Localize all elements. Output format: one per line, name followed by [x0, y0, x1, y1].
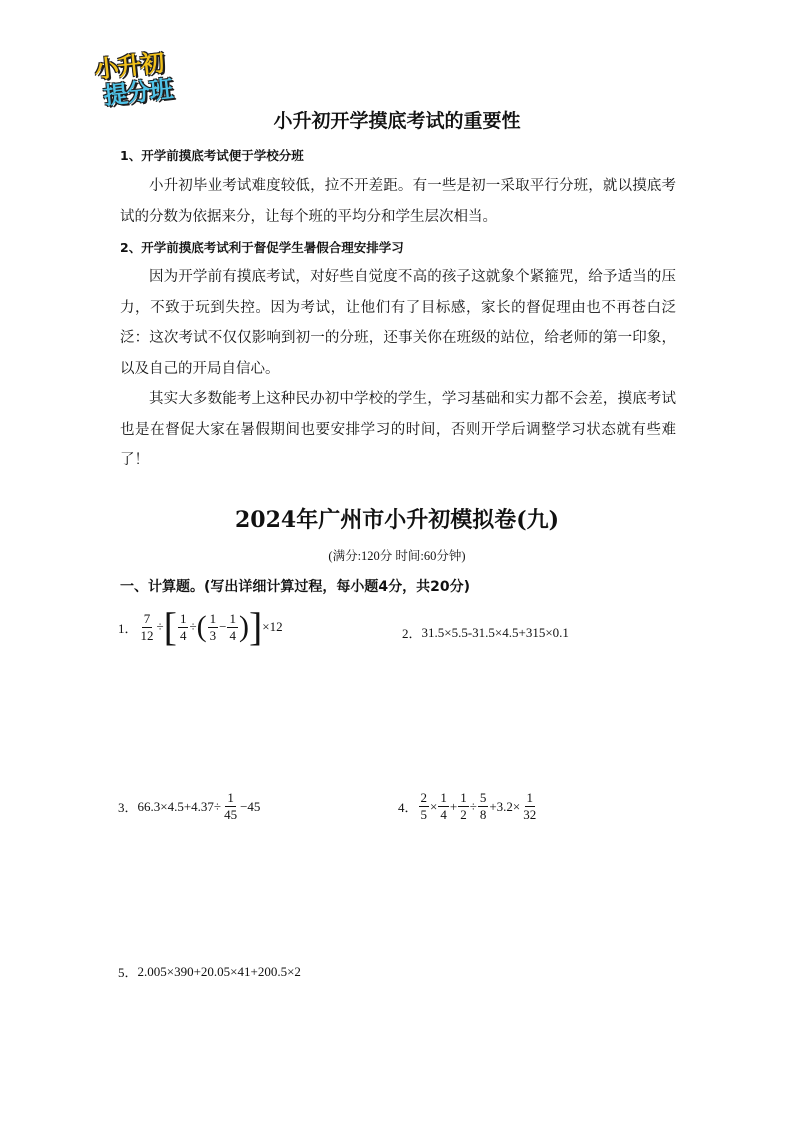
operator: ÷: [469, 798, 477, 814]
operator: −: [219, 619, 227, 634]
numerator: 1: [440, 790, 447, 805]
left-bracket: [: [163, 604, 177, 649]
problem-1-label: 1．: [118, 620, 138, 636]
denominator: 4: [440, 807, 447, 822]
fraction: [478, 790, 489, 823]
problem-3-expression: 66.3×4.5+4.37÷: [137, 798, 222, 814]
fraction: [438, 790, 449, 823]
problem-5-label: 5．: [118, 965, 138, 980]
problem-4: [398, 790, 539, 823]
operator-tail: ×12: [262, 619, 283, 634]
numerator: 1: [179, 610, 187, 626]
fraction: [419, 790, 430, 823]
numerator: 1: [229, 610, 236, 626]
denominator: 8: [479, 807, 487, 822]
exam-subtitle: (满分:120分 时间:60分钟): [328, 549, 466, 563]
problem-2-label: 2．: [402, 626, 422, 641]
section1-heading: 1、开学前摸底考试便于学校分班: [120, 148, 304, 163]
problem-5-expression: 2.005×390+20.05×41+200.5×2: [137, 963, 301, 979]
problem-4-label: 4．: [398, 800, 418, 815]
numerator: 1: [209, 610, 217, 626]
right-paren: ): [238, 610, 249, 643]
section2-text2: 其实大多数能考上这种民办初中学校的学生，学习基础和实力都不会差，摸底考试也是在督促大家在暑假期间也要安排学习的时间，否则开学后调整学习状态就有些难了！: [120, 391, 676, 468]
denominator: 5: [420, 807, 428, 822]
problem-3: [118, 790, 260, 823]
numerator: 1: [460, 790, 467, 805]
denominator: 3: [209, 627, 217, 643]
left-paren: (: [196, 610, 207, 643]
numerator: 1: [526, 790, 534, 805]
denominator: 4: [179, 627, 187, 643]
problem-3-label: 3．: [118, 800, 138, 815]
denominator: 45: [224, 807, 238, 822]
section1-text: 小升初毕业考试难度较低，拉不开差距。有一些是初一采取平行分班，就以摸底考试的分数为依据来分，让每个班的平均分和学生层次相当。: [120, 178, 676, 225]
fraction: [208, 611, 219, 644]
operator: +: [449, 798, 458, 814]
fraction: [178, 611, 189, 644]
fraction: [227, 611, 238, 644]
denominator: 32: [523, 807, 537, 822]
operator: ×: [430, 798, 438, 814]
numerator: 2: [420, 790, 428, 805]
section1-paragraph: [120, 171, 676, 232]
section2-text1: 因为开学前有摸底考试，对好些自觉度不高的孩子这就象个紧箍咒，给予适当的压力，不致于玩到失控。因为考试，让他们有了目标感，家长的督促理由也不再苍白泛泛：这次考试不仅仅影响到初一的分班，还事关你在班级的站位，给老师的第一印象，以及自己的开局自信心。: [120, 269, 676, 377]
operator: ÷: [189, 619, 197, 634]
article-title: 小升初开学摸底考试的重要性: [273, 110, 521, 132]
problem-2: [402, 623, 569, 642]
section2-heading: 2、开学前摸底考试利于督促学生暑假合理安排学习: [120, 240, 404, 255]
denominator: 2: [460, 807, 467, 822]
problem-2-expression: 31.5×5.5-31.5×4.5+315×0.1: [421, 624, 569, 640]
fraction: [521, 790, 538, 823]
numerator: 7: [143, 610, 151, 626]
right-bracket: ]: [248, 604, 263, 649]
numerator: 5: [479, 790, 487, 805]
numerator: 1: [227, 790, 234, 805]
fraction: [458, 790, 469, 823]
fraction: [222, 790, 239, 823]
operator-tail: −45: [240, 798, 261, 814]
problem-5: [118, 962, 301, 981]
logo-line1: 小升初: [93, 48, 165, 84]
section2-paragraph: [120, 262, 676, 476]
part1-heading: 一、计算题。(写出详细计算过程，每小题4分，共20分): [120, 579, 471, 595]
logo-line2: 提分班: [102, 74, 174, 111]
operator: ÷: [156, 619, 164, 634]
denominator: 4: [229, 627, 236, 643]
denominator: 12: [140, 627, 154, 643]
exam-title: 2024年广州市小升初模拟卷(九): [234, 507, 560, 533]
fraction: [139, 611, 156, 644]
operator: +3.2×: [489, 798, 521, 814]
problem-1: [118, 604, 283, 649]
